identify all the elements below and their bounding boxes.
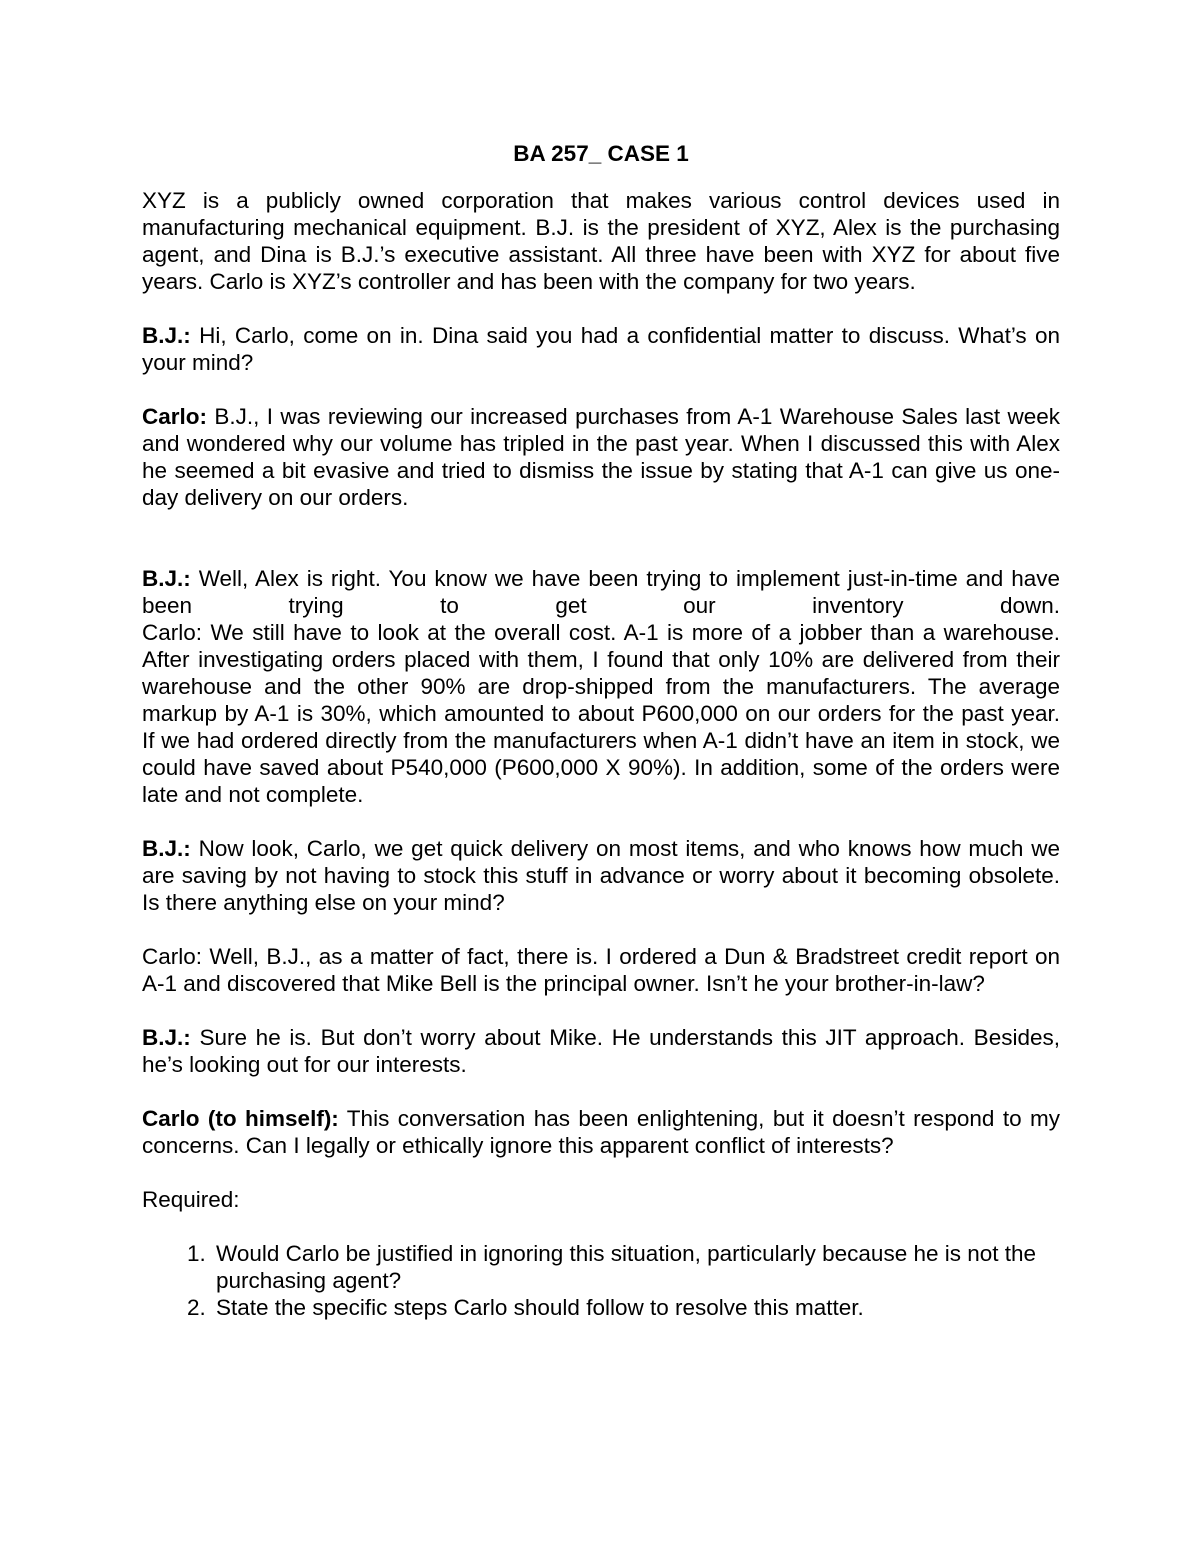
speaker-label: B.J.: [142,566,191,591]
dialogue-text: Carlo: We still have to look at the overall cost. A-1 is more of a jobber than a warehouse. After investigating orders placed with them, I found that only 10% are delivered from their warehouse and the other 90% are drop-shipped from the manufacturers. The average markup by A-1 is 30%, which amounted to about P600,000 on our orders for the past year. If we had ordered directly from the manufacturers when A-1 didn’t have an item in stock, we could have saved about P540,000 (P600,000 X 90%). In addition, some of the orders were late and not complete. [142,620,1060,807]
dialogue-line [142,943,1060,997]
dialogue-text: B.J., I was reviewing our increased purchases from A-1 Warehouse Sales last week and wondered why our volume has tripled in the past year. When I discussed this with Alex he seemed a bit evasive and tried to dismiss the issue by stating that A-1 can give us one-day delivery on our orders. [142,404,1060,510]
dialogue-line [142,322,1060,376]
speaker-label: B.J.: [142,323,191,348]
question-item: 1. Would Carlo be justified in ignoring this situation, particularly because he is not the purchasing agent? [212,1240,1060,1294]
question-item: 2. State the specific steps Carlo should follow to resolve this matter. [212,1294,1060,1321]
dialogue-text: This conversation has been enlightening, but it doesn’t respond to my concerns. Can I legally or ethically ignore this apparent conflict of interests? [142,1106,1060,1158]
dialogue-line [142,619,1060,808]
dialogue-line [142,565,1060,619]
dialogue-text: Now look, Carlo, we get quick delivery on most items, and who knows how much we are saving by not having to stock this stuff in advance or worry about it becoming obsolete. Is there anything else on your mind? [142,836,1060,915]
intro-paragraph: XYZ is a publicly owned corporation that makes various control devices used in manufacturing mechanical equipment. B.J. is the president of XYZ, Alex is the purchasing agent, and Dina is B.J.’s executive assistant. All three have been with XYZ for about five years. Carlo is XYZ’s controller and has been with the company for two years. [142,188,1060,294]
speaker-label: Carlo: [142,404,208,429]
required-questions-list [142,1240,1060,1321]
dialogue-text: Sure he is. But don’t worry about Mike. He understands this JIT approach. Besides, he’s looking out for our interests. [142,1025,1060,1077]
required-label: Required: [142,1187,240,1212]
dialogue-line [142,403,1060,511]
document-title: BA 257_ CASE 1 [513,141,689,166]
speaker-label: B.J.: [142,836,191,861]
dialogue-line [142,835,1060,916]
dialogue-text: Hi, Carlo, come on in. Dina said you had a confidential matter to discuss. What’s on your mind? [142,323,1060,375]
document-page [142,140,1060,1321]
speaker-label: Carlo (to himself): [142,1106,339,1131]
dialogue-text: Well, Alex is right. You know we have been trying to implement just-in-time and have been trying to get our inventory down. [142,566,1060,618]
speaker-label: B.J.: [142,1025,191,1050]
dialogue-line [142,1024,1060,1078]
dialogue-text: Carlo: Well, B.J., as a matter of fact, there is. I ordered a Dun & Bradstreet credit report on A-1 and discovered that Mike Bell is the principal owner. Isn’t he your brother-in-law? [142,944,1060,996]
dialogue-line [142,1105,1060,1159]
